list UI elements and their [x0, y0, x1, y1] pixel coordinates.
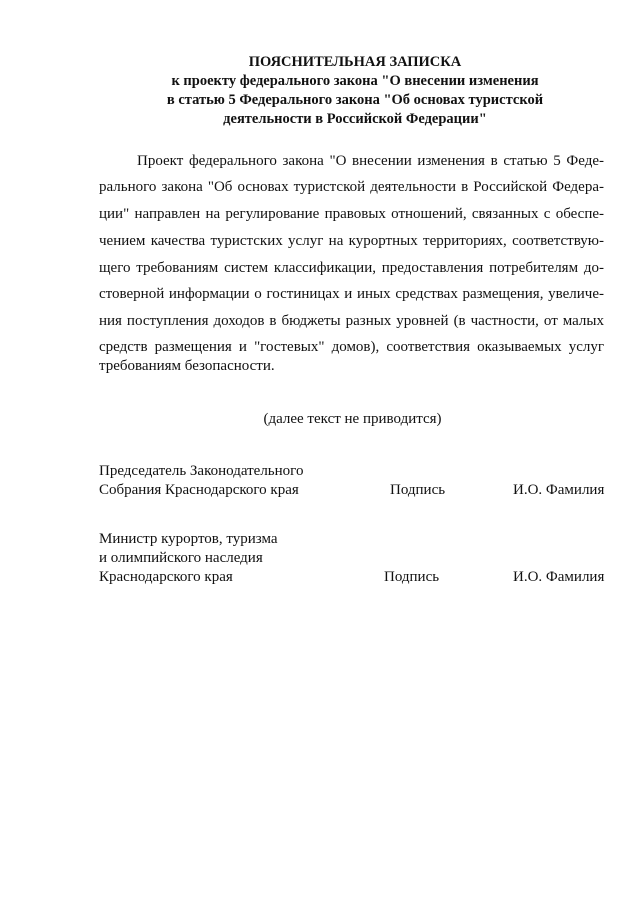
signature-placeholder: Подпись: [384, 569, 440, 585]
body-paragraph-line: стоверной информации о гостиницах и иных средствах размещения, увеличе-: [99, 286, 604, 302]
body-paragraph-line: ния поступления доходов в бюджеты разных уровней (в частности, от малых: [99, 313, 604, 329]
body-paragraph-line: рального закона "Об основах туристской деятельности в Российской Федера-: [99, 179, 604, 195]
document-header: [60, 53, 640, 129]
body-paragraph-line: требованиям безопасности.: [99, 358, 275, 374]
omission-note: (далее текст не приводится): [263, 411, 442, 427]
signatory-name: И.О. Фамилия: [513, 482, 605, 498]
body-paragraph-line: щего требованиям систем классификации, предоставления потребителям до-: [99, 260, 604, 276]
body-paragraph-line: средств размещения и "гостевых" домов), соответствия оказываемых услуг: [99, 339, 604, 355]
signatory-position-line: Председатель Законодательного: [99, 463, 304, 479]
document-title: ПОЯСНИТЕЛЬНАЯ ЗАПИСКА: [248, 54, 462, 70]
body-paragraph-line: ции" направлен на регулирование правовых отношений, связанных с обеспе-: [99, 206, 604, 222]
signature-placeholder: Подпись: [390, 482, 446, 498]
document-subtitle-line: в статью 5 Федерального закона "Об основах туристской: [166, 92, 544, 108]
signatory-position-line: Министр курортов, туризма: [99, 531, 278, 547]
signatory-position-line: Краснодарского края: [99, 569, 233, 585]
signatory-position-line: и олимпийского наследия: [99, 550, 263, 566]
signatory-position-line: Собрания Краснодарского края: [99, 482, 299, 498]
body-paragraph-line: Проект федерального закона "О внесении изменения в статью 5 Феде-: [137, 153, 604, 169]
document-subtitle-line: к проекту федерального закона "О внесении изменения: [171, 73, 539, 89]
body-paragraph-line: чением качества туристских услуг на курортных территориях, соответствую-: [99, 233, 604, 249]
signatory-name: И.О. Фамилия: [513, 569, 605, 585]
document-subtitle-line: деятельности в Российской Федерации": [223, 111, 487, 127]
